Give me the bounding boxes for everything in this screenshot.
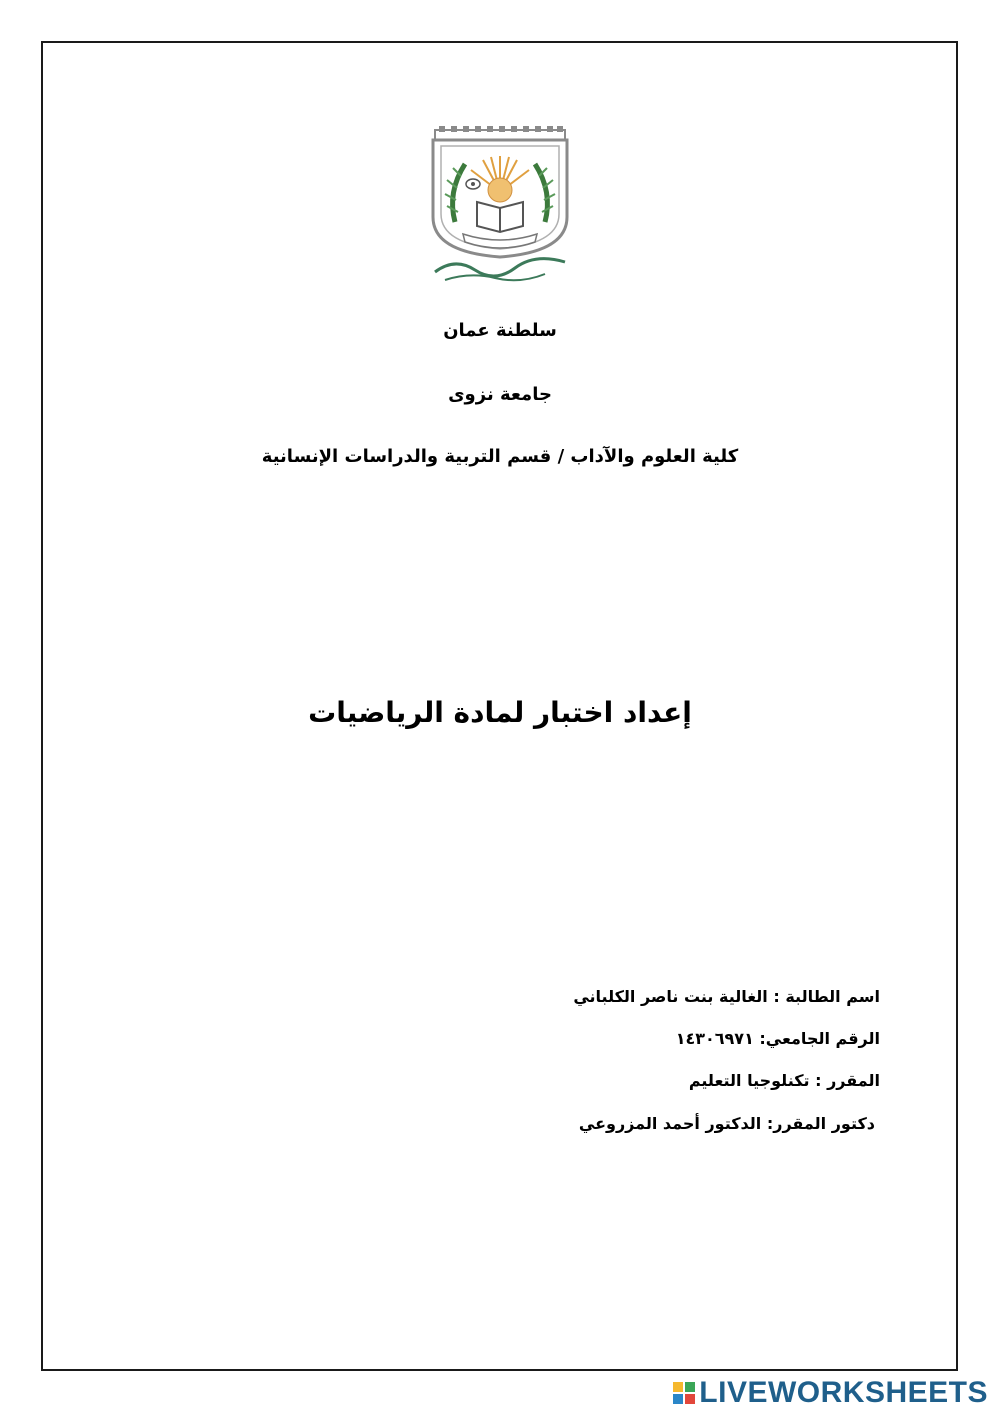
- course-label: المقرر :: [815, 1071, 880, 1090]
- college-heading: كلية العلوم والآداب / قسم التربية والدراسات الإنسانية: [261, 446, 739, 467]
- instructor-line: [579, 1114, 875, 1133]
- course-value: تكنلوجيا التعليم: [688, 1071, 810, 1090]
- liveworksheets-icon: [673, 1382, 695, 1404]
- course-line: [689, 1071, 880, 1090]
- instructor-label: دكتور المقرر:: [766, 1114, 875, 1133]
- document-title: إعداد اختبار لمادة الرياضيات: [308, 696, 692, 729]
- student-name-label: اسم الطالبة :: [773, 987, 880, 1006]
- student-id-value: ١٤٣٠٦٩٧١: [675, 1029, 754, 1048]
- student-id-line: [676, 1029, 880, 1048]
- university-crest-icon: [425, 122, 575, 287]
- liveworksheets-logo[interactable]: [673, 1376, 988, 1410]
- student-name-value: الغالية بنت ناصر الكلباني: [573, 987, 768, 1006]
- student-id-label: الرقم الجامعي:: [759, 1029, 880, 1048]
- instructor-value: الدكتور أحمد المزروعي: [578, 1114, 762, 1133]
- liveworksheets-wordmark: LIVEWORKSHEETS: [699, 1376, 988, 1409]
- student-name-line: [573, 987, 880, 1006]
- country-heading: سلطنة عمان: [443, 320, 557, 341]
- university-heading: جامعة نزوى: [448, 384, 552, 405]
